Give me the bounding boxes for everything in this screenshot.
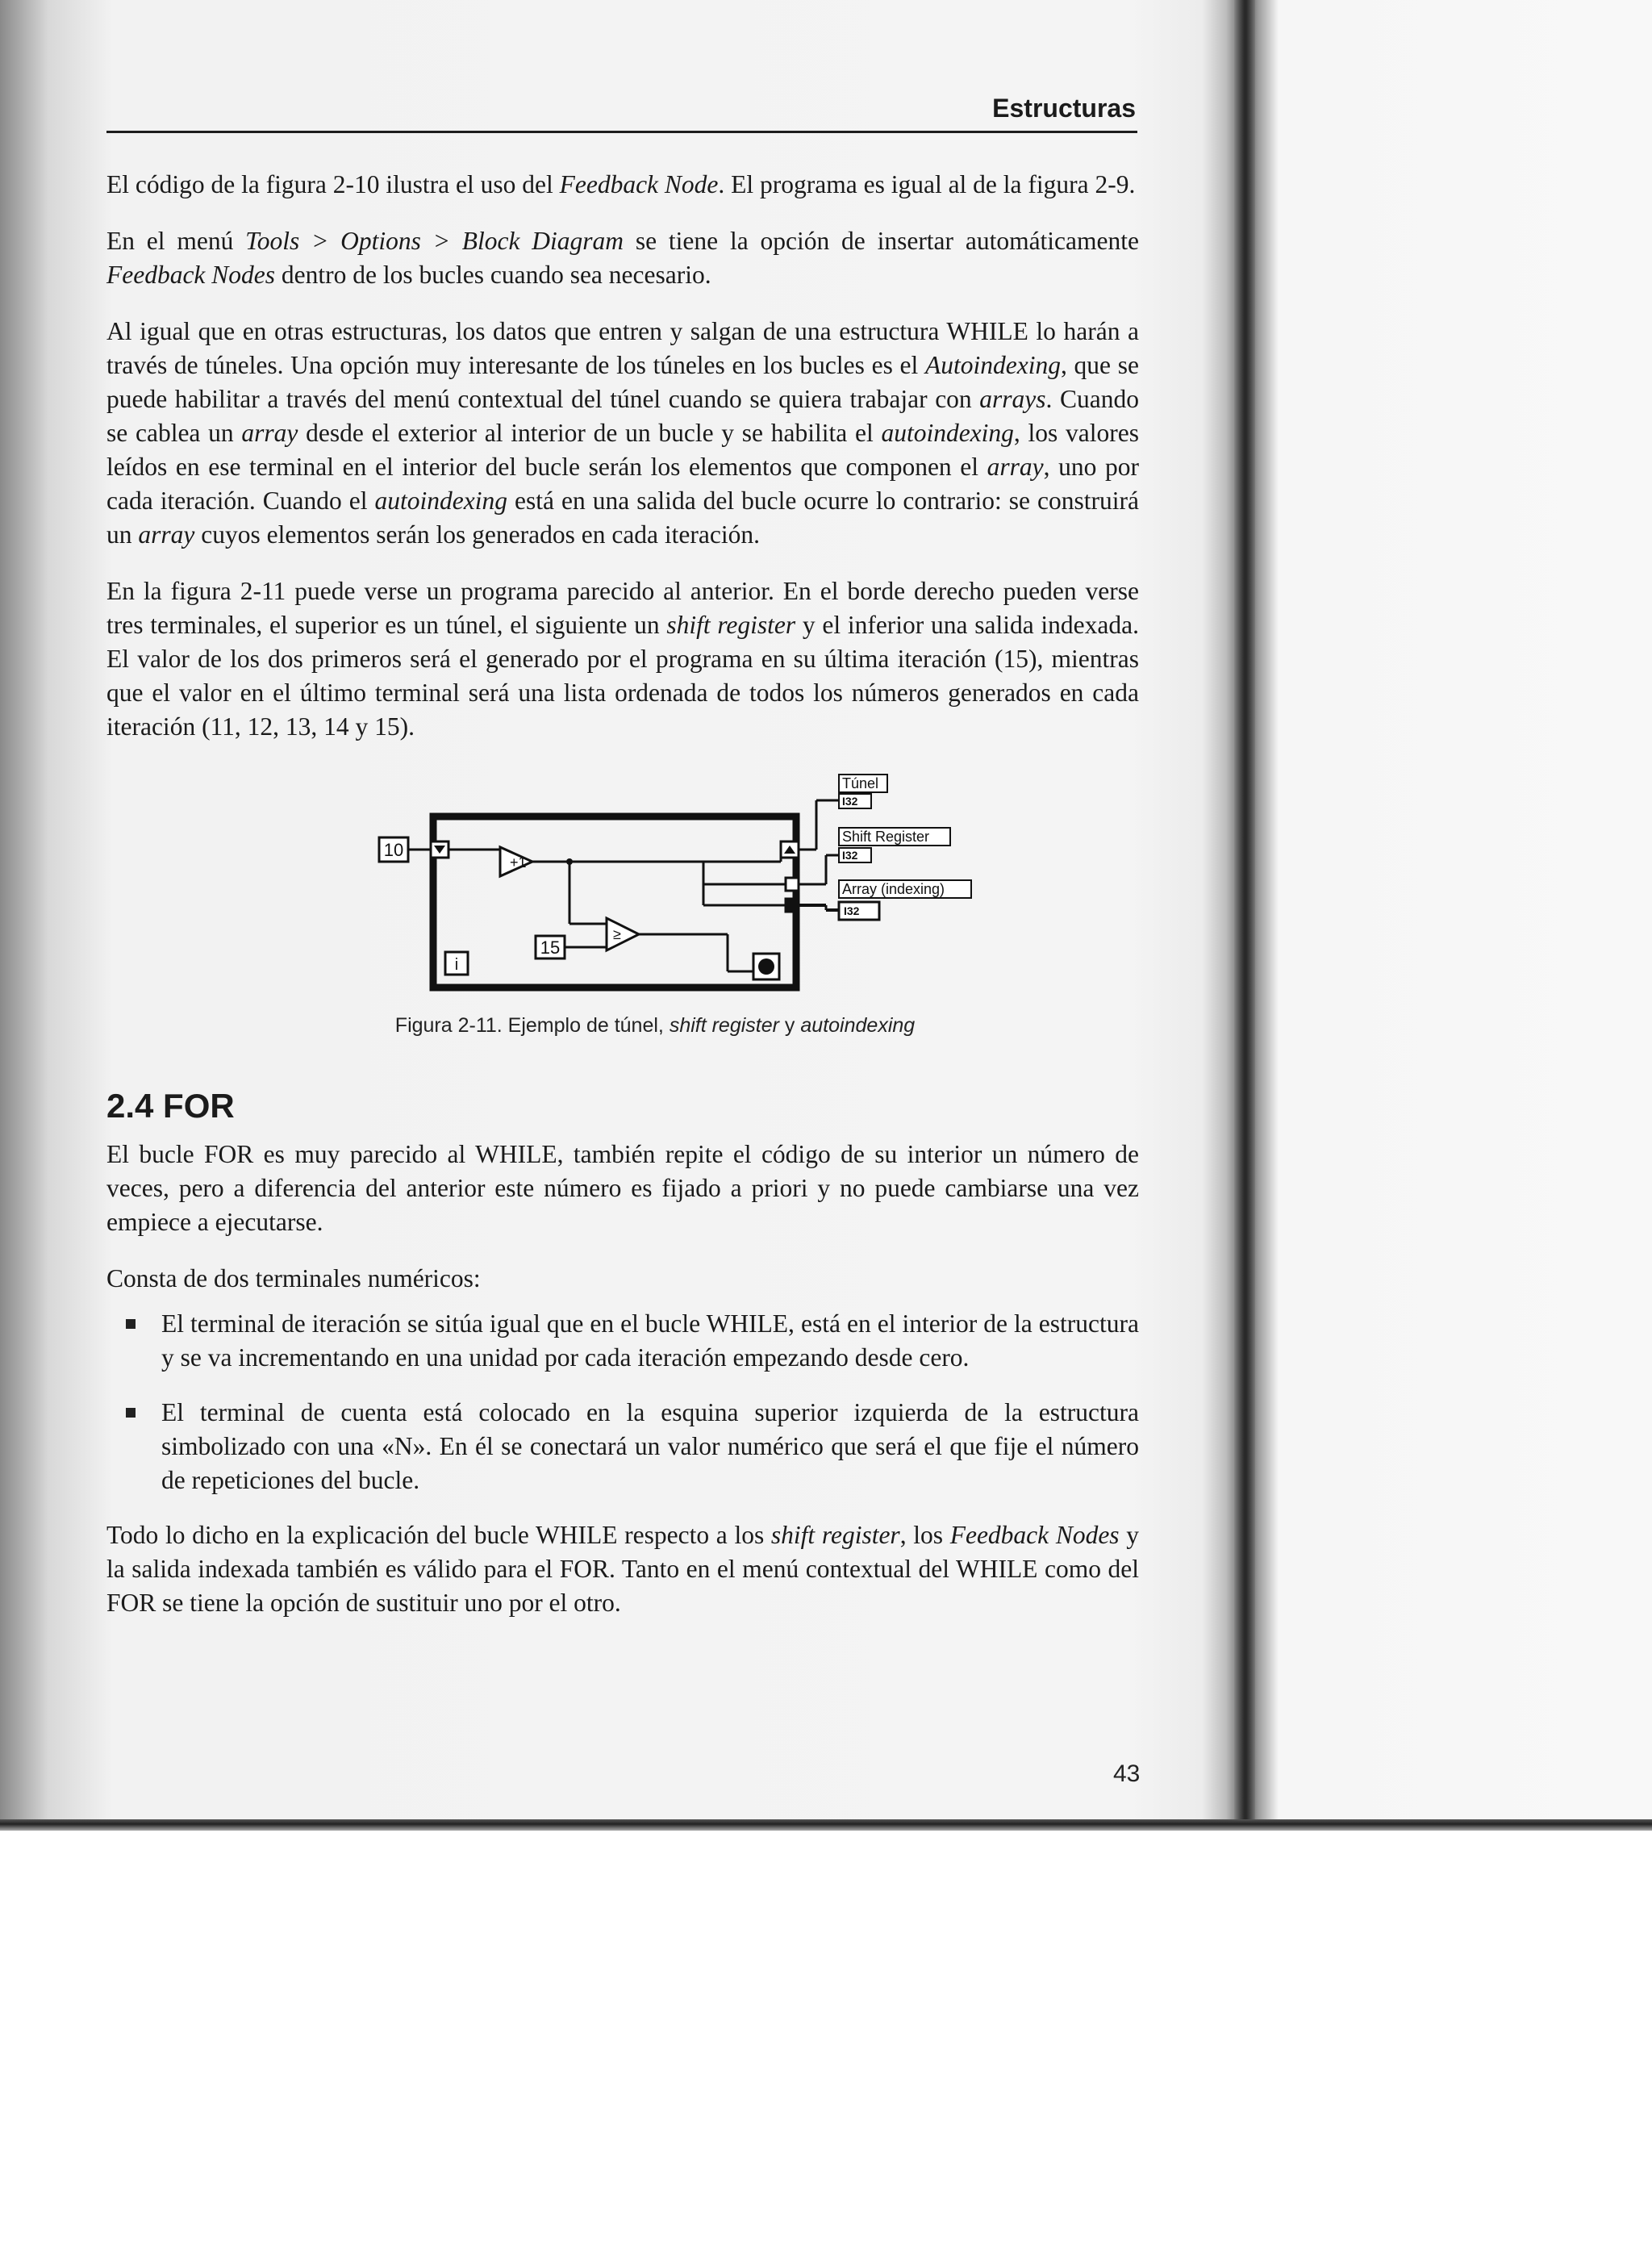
figure-2-11 [106,766,1139,1000]
text-run: desde el exterior al interior de un bucle y se habilita el [298,419,882,447]
caption-mid: y [778,1014,801,1037]
text-run: , que se puede habilitar a través del menú contextual del túnel cuando se quiera trabajar con [106,351,1139,413]
italic-term: autoindexing [881,419,1014,447]
terminal-list [106,1307,1139,1497]
while-loop-frame [433,816,796,988]
indicator-sr-type: I32 [842,849,858,862]
constant-15: 15 [540,937,561,958]
bullet-icon [126,1319,136,1329]
text-run: cuyos elementos serán los generados en cada iteración. [194,520,760,549]
caption-em-shift-register: shift register [669,1014,779,1037]
page-header [106,90,1137,133]
indexing-tunnel-terminal [786,899,799,912]
list-item-iteration-terminal [106,1307,1139,1375]
text-run: está en una salida del bucle ocurre lo contrario: se construirá un [106,486,1139,549]
italic-term: array [987,453,1044,481]
caption-prefix: Figura 2-11. Ejemplo de túnel, [394,1014,670,1037]
text-run: El terminal de cuenta está colocado en la esquina superior izquierda de la estructura simbolizado con una «N». En él se conectará un valor numérico que será el que fije el número de repeticiones del bucle. [161,1398,1139,1494]
iteration-label: i [454,956,459,974]
increment-label: +1 [510,854,527,871]
text-run: El terminal de iteración se sitúa igual que en el bucle WHILE, está en el interior de la estructura y se va incrementando en una unidad por cada iteración empezando desde cero. [161,1309,1139,1372]
tunnel-terminal [786,878,799,891]
chapter-title: Estructuras [992,94,1136,123]
text-run: y el inferior una salida indexada. El valor de los dos primeros será el generado por el programa en su última iteración (15), mientras que el valor en el último terminal será una lista ordenada de todos los números generados en cada iteración (11, 12, 13, 14 y 15). [106,611,1139,741]
italic-term: Feedback Node [559,170,719,198]
text-run: , los valores leídos en ese terminal en el interior del bucle serán los elementos que componen el [106,419,1139,481]
stop-icon [758,958,774,975]
text-run: , uno por cada iteración. Cuando el [106,453,1139,515]
paragraph-for-loop [106,1138,1139,1239]
italic-term: Feedback Nodes [949,1521,1120,1549]
text-run: El bucle FOR es muy parecido al WHILE, también repite el código de su interior un número de veces, pero a diferencia del anterior este número es fijado a priori y no puede cambiarse una vez empiece a ejecutarse. [106,1140,1139,1236]
paragraph-summary [106,1518,1139,1620]
paragraph-autoindexing [106,315,1139,552]
paragraph-terminals-intro [106,1262,1139,1296]
indicator-sr-label: Shift Register [842,829,930,845]
constant-10: 10 [383,840,404,860]
indicator-array-type: I32 [844,904,860,917]
text-run: se tiene la opción de insertar automáticamente [624,227,1139,255]
text-run: Consta de dos terminales numéricos: [106,1264,481,1292]
list-item-text [161,1398,1139,1494]
text-run: . Cuando se cablea un [106,385,1139,447]
greater-equal-node [607,918,639,950]
paragraph-figure-description [106,574,1139,744]
indicator-tunel-label: Túnel [842,775,879,791]
bullet-icon [126,1408,136,1418]
italic-term: Autoindexing [925,351,1061,379]
list-item-count-terminal [106,1396,1139,1497]
text-run: . El programa es igual al de la figura 2-9. [718,170,1136,198]
italic-term: arrays [979,385,1046,413]
italic-term: Tools > Options > Block Diagram [245,227,624,255]
italic-term: Feedback Nodes [106,261,276,289]
figure-caption [171,1008,1139,1042]
text-run: En el menú [106,227,246,255]
caption-em-autoindexing: autoindexing [800,1014,916,1037]
indicator-tunel-type: I32 [842,795,858,808]
greater-equal-icon: ≥ [613,926,621,942]
italic-term: shift register [666,611,796,639]
block-diagram [106,766,1139,1000]
italic-term: array [138,520,195,549]
italic-term: array [241,419,298,447]
italic-term: shift register [770,1521,900,1549]
text-run: Al igual que en otras estructuras, los datos que entren y salgan de una estructura WHILE lo harán a través de túneles. Una opción muy interesante de los túneles en los bucles es el [106,317,1139,379]
text-run: y la salida indexada también es válido para el FOR. Tanto en el menú contextual del WHILE como del FOR se tiene la opción de sustituir uno por el otro. [106,1521,1140,1617]
page-content [106,168,1139,1643]
text-run: , los [899,1521,950,1549]
scan-bottom-edge [0,1819,1652,1831]
page-number: 43 [1113,1760,1141,1787]
text-run: Todo lo dicho en la explicación del bucle WHILE respecto a los [106,1521,771,1549]
text-run: El código de la figura 2-10 ilustra el uso del [106,170,560,198]
indicator-array-label: Array (indexing) [842,881,945,897]
text-run: En la figura 2-11 puede verse un programa parecido al anterior. En el borde derecho pueden verse tres terminales, el superior es un túnel, el siguiente un [106,577,1139,639]
page-gutter-shadow [1234,0,1255,1827]
paragraph-feedback-node [106,168,1139,202]
section-title: 2.4 FOR [106,1087,235,1125]
italic-term: autoindexing [374,486,507,515]
paragraph-tools-options [106,224,1139,292]
text-run: dentro de los bucles cuando sea necesario. [275,261,711,289]
list-item-text [161,1309,1139,1372]
